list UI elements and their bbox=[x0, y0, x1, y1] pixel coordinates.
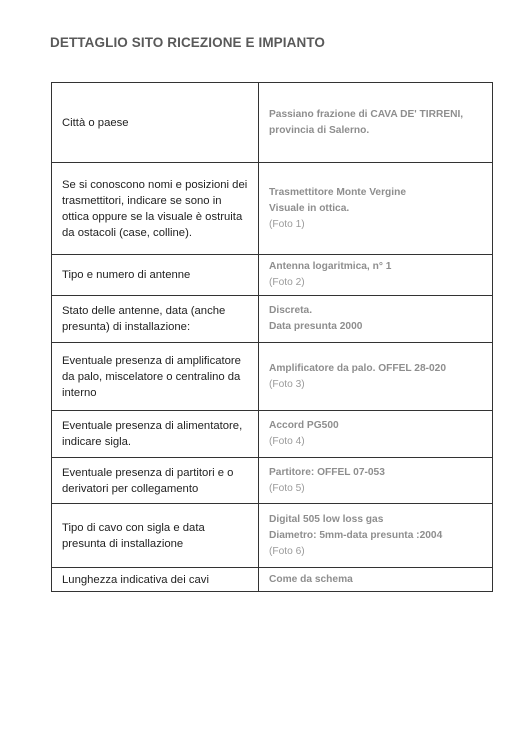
question-cell: Se si conoscono nomi e posizioni dei trasmettitori, indicare se sono in ottica oppure se la visuale è ostruita da ostacoli (case, colline). bbox=[52, 163, 259, 255]
site-details-table bbox=[51, 82, 493, 592]
answer-line: Antenna logaritmica, n° 1 bbox=[269, 261, 392, 272]
table-row bbox=[52, 568, 493, 592]
table-row bbox=[52, 343, 493, 411]
answer-line: Data presunta 2000 bbox=[269, 321, 363, 332]
table-row bbox=[52, 163, 493, 255]
answer-line: provincia di Salerno. bbox=[269, 124, 370, 136]
answer-line: Come da schema bbox=[269, 573, 353, 585]
question-cell: Eventuale presenza di alimentatore, indicare sigla. bbox=[52, 411, 259, 458]
answer-cell bbox=[259, 343, 493, 411]
answer-line: Diametro: 5mm-data presunta :2004 bbox=[269, 529, 443, 541]
answer-cell bbox=[259, 504, 493, 568]
document-title: DETTAGLIO SITO RICEZIONE E IMPIANTO bbox=[50, 35, 326, 50]
question-cell: Tipo di cavo con sigla e data presunta di installazione bbox=[52, 504, 259, 568]
answer-line: Partitore: OFFEL 07-053 bbox=[269, 466, 385, 478]
answer-line: Passiano frazione di CAVA DE' TIRRENI, bbox=[269, 108, 464, 120]
answer-line: Discreta. bbox=[269, 305, 313, 316]
photo-reference: (Foto 6) bbox=[269, 545, 305, 557]
answer-cell bbox=[259, 83, 493, 163]
table-row bbox=[52, 255, 493, 296]
answer-cell bbox=[259, 411, 493, 458]
answer-line: Amplificatore da palo. OFFEL 28-020 bbox=[269, 362, 447, 374]
question-cell: Eventuale presenza di amplificatore da palo, miscelatore o centralino da interno bbox=[52, 343, 259, 411]
question-cell: Eventuale presenza di partitori e o derivatori per collegamento bbox=[52, 458, 259, 504]
table-row bbox=[52, 458, 493, 504]
photo-reference: (Foto 2) bbox=[269, 277, 305, 288]
photo-reference: (Foto 1) bbox=[269, 218, 305, 230]
table-row bbox=[52, 83, 493, 163]
photo-reference: (Foto 5) bbox=[269, 482, 305, 494]
question-cell: Stato delle antenne, data (anche presunta) di installazione: bbox=[52, 296, 259, 343]
photo-reference: (Foto 4) bbox=[269, 436, 305, 447]
answer-cell bbox=[259, 255, 493, 296]
answer-cell bbox=[259, 568, 493, 592]
table-row bbox=[52, 296, 493, 343]
question-cell: Città o paese bbox=[52, 83, 259, 163]
answer-cell bbox=[259, 458, 493, 504]
photo-reference: (Foto 3) bbox=[269, 378, 305, 390]
answer-line: Accord PG500 bbox=[269, 420, 339, 431]
question-cell: Lunghezza indicativa dei cavi bbox=[52, 568, 259, 592]
answer-line: Visuale in ottica. bbox=[269, 202, 350, 214]
table-row bbox=[52, 504, 493, 568]
table-row bbox=[52, 411, 493, 458]
answer-line: Trasmettitore Monte Vergine bbox=[269, 186, 406, 198]
answer-cell bbox=[259, 296, 493, 343]
answer-cell bbox=[259, 163, 493, 255]
answer-line: Digital 505 low loss gas bbox=[269, 513, 384, 525]
question-cell: Tipo e numero di antenne bbox=[52, 255, 259, 296]
